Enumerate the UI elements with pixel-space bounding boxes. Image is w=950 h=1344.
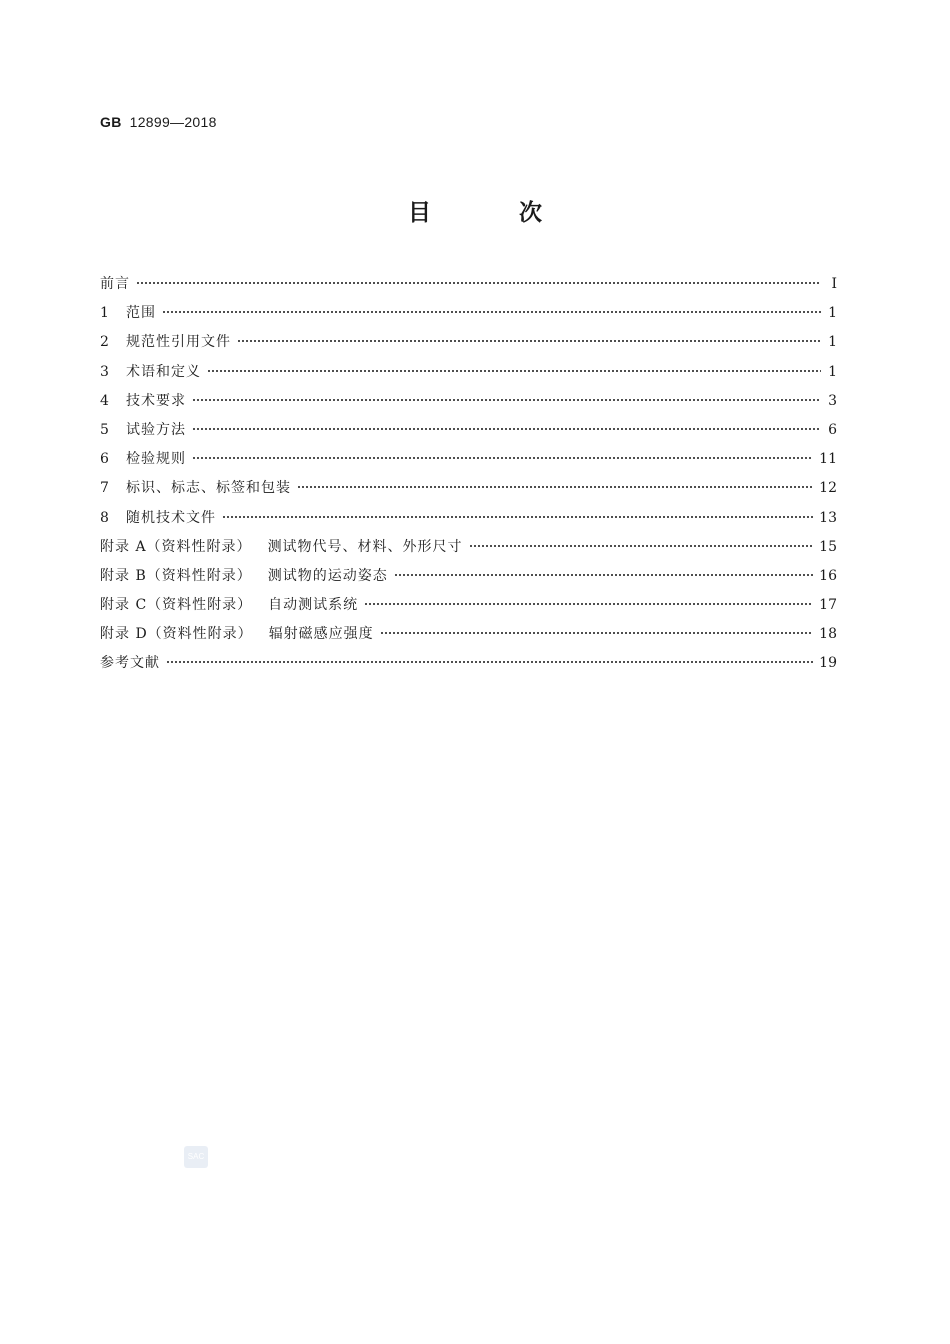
toc-entry[interactable]: [100, 477, 837, 506]
toc-entry-label: 附录 D（资料性附录）: [100, 626, 253, 643]
toc-entry-page: 1: [828, 363, 837, 380]
dot-leader: [394, 573, 813, 577]
toc-entry[interactable]: [100, 361, 837, 390]
toc-entry-number: 5: [100, 421, 109, 438]
watermark-logo: SAC: [184, 1146, 208, 1168]
standard-code: [100, 114, 217, 130]
toc-entry-label: 附录 A（资料性附录）: [100, 538, 252, 555]
toc-entry-label: 技术要求: [126, 392, 186, 409]
toc-entry-number: 6: [100, 451, 109, 468]
toc-entry-label: 试验方法: [126, 421, 186, 438]
toc-entry-number: 2: [100, 334, 109, 351]
table-of-contents: [100, 273, 837, 682]
toc-entry[interactable]: [100, 565, 837, 594]
toc-entry-label: 检验规则: [126, 451, 186, 468]
toc-entry-page: 19: [819, 655, 837, 672]
toc-entry-label: 附录 B（资料性附录）: [100, 567, 252, 584]
toc-entry[interactable]: [100, 331, 837, 360]
toc-entry[interactable]: [100, 536, 837, 565]
dot-leader: [192, 427, 821, 431]
dot-leader: [207, 369, 821, 373]
toc-entry[interactable]: [100, 390, 837, 419]
dot-leader: [192, 456, 813, 460]
toc-entry-subtitle: 测试物代号、材料、外形尺寸: [267, 538, 463, 555]
toc-entry[interactable]: [100, 273, 837, 302]
toc-entry[interactable]: [100, 594, 837, 623]
toc-entry[interactable]: [100, 448, 837, 477]
page-title: 目 次: [407, 200, 582, 226]
toc-entry-label: 范围: [126, 305, 156, 322]
toc-entry-number: 8: [100, 509, 109, 526]
toc-entry-page: 3: [828, 392, 837, 409]
toc-entry-page: 17: [819, 597, 837, 614]
dot-leader: [166, 660, 813, 664]
dot-leader: [364, 602, 813, 606]
toc-entry-number: 4: [100, 392, 109, 409]
dot-leader: [237, 339, 821, 343]
toc-entry-page: 1: [828, 305, 837, 322]
toc-entry[interactable]: [100, 507, 837, 536]
toc-entry[interactable]: [100, 302, 837, 331]
toc-entry-page: 6: [828, 421, 837, 438]
toc-entry-page: Ⅰ: [831, 276, 837, 292]
dot-leader: [136, 281, 821, 285]
toc-entry-page: 13: [819, 509, 837, 526]
toc-entry-subtitle: 测试物的运动姿态: [267, 567, 388, 584]
toc-entry[interactable]: [100, 419, 837, 448]
toc-entry-number: 3: [100, 363, 109, 380]
standard-number: 12899—2018: [129, 114, 217, 130]
toc-entry-number: 1: [100, 305, 109, 322]
standard-prefix: GB: [100, 114, 122, 130]
toc-entry-label: 标识、标志、标签和包装: [126, 480, 291, 497]
toc-entry[interactable]: [100, 652, 837, 681]
toc-entry-label: 参考文献: [100, 655, 160, 672]
dot-leader: [222, 515, 813, 519]
dot-leader: [192, 398, 821, 402]
toc-entry-subtitle: 辐射磁感应强度: [268, 626, 374, 643]
dot-leader: [162, 310, 821, 314]
toc-entry-label: 前言: [100, 276, 130, 292]
toc-entry-label: 术语和定义: [126, 363, 201, 380]
toc-entry[interactable]: [100, 623, 837, 652]
toc-entry-page: 11: [819, 451, 837, 468]
dot-leader: [380, 631, 813, 635]
toc-entry-number: 7: [100, 480, 109, 497]
toc-entry-label: 规范性引用文件: [126, 334, 231, 351]
toc-entry-page: 12: [819, 480, 837, 497]
toc-entry-label: 附录 C（资料性附录）: [100, 597, 253, 614]
toc-entry-page: 18: [819, 626, 837, 643]
dot-leader: [469, 544, 814, 548]
toc-entry-page: 15: [819, 538, 837, 555]
toc-entry-label: 随机技术文件: [126, 509, 216, 526]
toc-entry-page: 1: [828, 334, 837, 351]
dot-leader: [297, 485, 813, 489]
toc-entry-subtitle: 自动测试系统: [268, 597, 359, 614]
toc-entry-page: 16: [819, 567, 837, 584]
